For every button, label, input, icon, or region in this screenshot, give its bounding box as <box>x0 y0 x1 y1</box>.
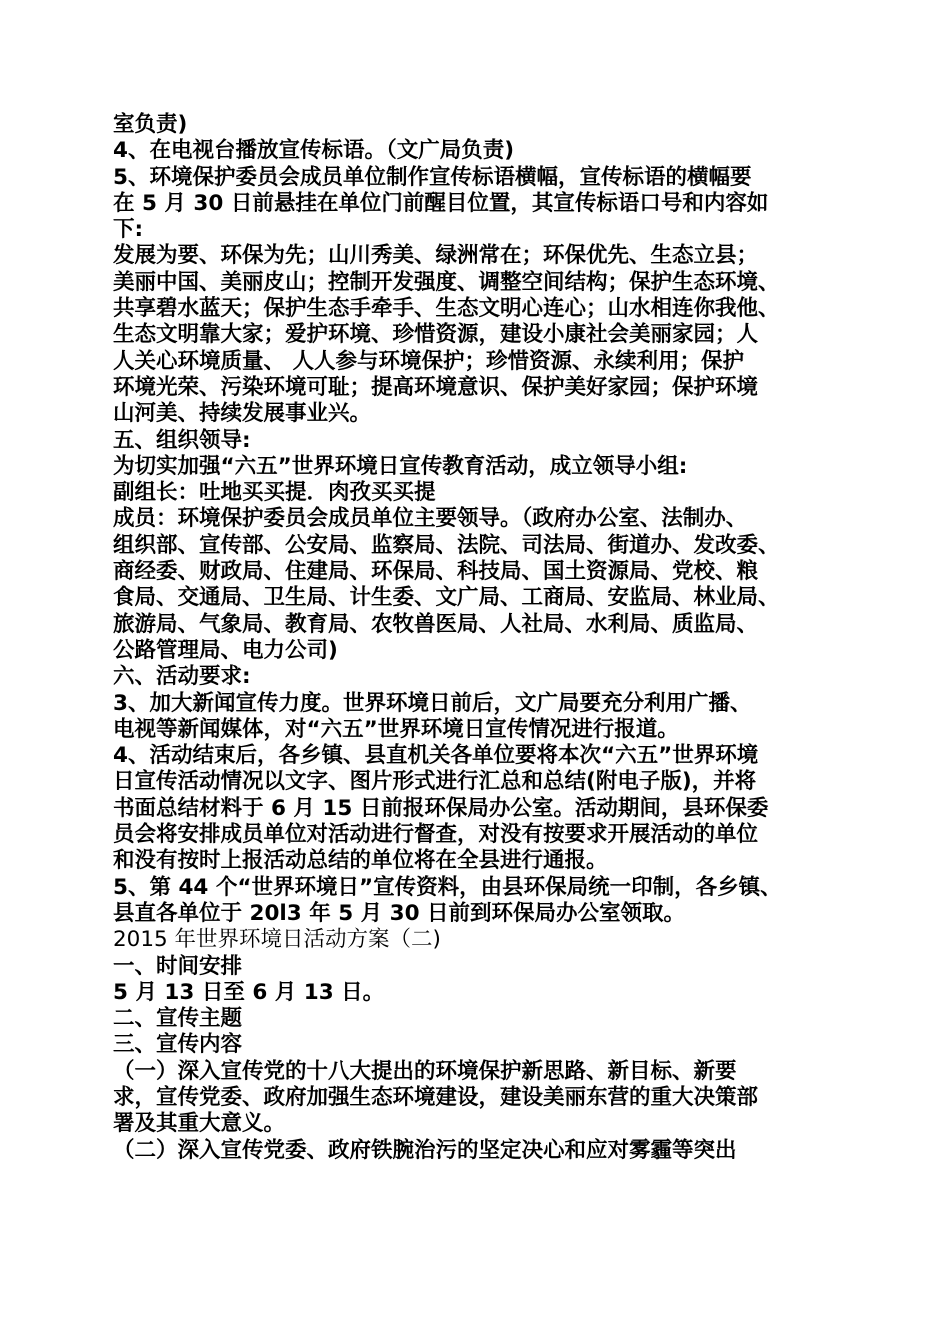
document-line: 4、活动结束后，各乡镇、县直机关各单位要将本次“六五”世界环境 <box>113 743 759 769</box>
document-line: 三、宣传内容 <box>113 1032 243 1058</box>
document-line: 电视等新闻媒体，对“六五”世界环境日宣传情况进行报道。 <box>113 716 679 742</box>
document-line: 5、环境保护委员会成员单位制作宣传标语横幅，宣传标语的横幅要 <box>113 164 752 190</box>
document-line: 一、时间安排 <box>113 953 243 979</box>
document-line: 下: <box>113 217 144 243</box>
document-line: 2015 年世界环境日活动方案（二) <box>113 927 441 953</box>
document-line: 食局、交通局、卫生局、计生委、文广局、工商局、安监局、林业局、 <box>113 585 780 611</box>
document-line: 员会将安排成员单位对活动进行督查，对没有按要求开展活动的单位 <box>113 822 759 848</box>
document-line: 求，宣传党委、政府加强生态环境建设，建设美丽东营的重大决策部 <box>113 1084 759 1110</box>
document-line: 美丽中国、美丽皮山；控制开发强度、调整空间结构；保护生态环境、 <box>113 269 780 295</box>
document-line: 日宣传活动情况以文字、图片形式进行汇总和总结(附电子版)，并将 <box>113 769 757 795</box>
document-line: 成员：环境保护委员会成员单位主要领导。（政府办公室、法制办、 <box>113 506 748 532</box>
document-line: 共享碧水蓝天；保护生态手牵手、生态文明心连心；山水相连你我他、 <box>113 296 780 322</box>
document-line: 室负责) <box>113 112 188 137</box>
document-line: 环境光荣、污染环境可耻；提高环境意识、保护美好家园；保护环境 <box>113 374 759 400</box>
document-line: 组织部、宣传部、公安局、监察局、法院、司法局、街道办、发改委、 <box>113 532 780 558</box>
document-line: 县直各单位于 20l3 年 5 月 30 日前到环保局办公室领取。 <box>113 900 686 926</box>
document-line: 和没有按时上报活动总结的单位将在全县进行通报。 <box>113 848 608 874</box>
document-line: 旅游局、气象局、教育局、农牧兽医局、人社局、水利局、质监局、 <box>113 611 759 637</box>
document-line: （二）深入宣传党委、政府铁腕治污的坚定决心和应对雾霾等突出 <box>113 1137 737 1163</box>
document-line: 5、第 44 个“世界环境日”宣传资料，由县环保局统一印制，各乡镇、 <box>113 874 782 900</box>
document-line: 二、宣传主题 <box>113 1006 243 1032</box>
document-line: 公路管理局、电力公司) <box>113 637 338 663</box>
document-line: 人关心环境质量、 人人参与环境保护；珍惜资源、永续利用；保护 <box>113 348 744 374</box>
document-line: 3、加大新闻宣传力度。世界环境日前后，文广局要充分利用广播、 <box>113 690 752 716</box>
document-line: （一）深入宣传党的十八大提出的环境保护新思路、新目标、新要 <box>113 1058 737 1084</box>
document-line: 书面总结材料于 6 月 15 日前报环保局办公室。活动期间，县环保委 <box>113 795 769 821</box>
document-line: 发展为要、环保为先；山川秀美、绿洲常在；环保优先、生态立县； <box>113 243 759 269</box>
document-line: 商经委、财政局、住建局、环保局、科技局、国土资源局、党校、粮 <box>113 559 759 585</box>
document-line: 4、在电视台播放宣传标语。（文广局负责) <box>113 138 515 164</box>
document-line: 为切实加强“六五”世界环境日宣传教育活动，成立领导小组: <box>113 453 688 479</box>
document-line: 山河美、持续发展事业兴。 <box>113 401 372 427</box>
document-line: 生态文明靠大家；爱护环境、珍惜资源，建设小康社会美丽家园；人 <box>113 322 759 348</box>
document-line: 署及其重大意义。 <box>113 1111 286 1137</box>
document-line: 5 月 13 日至 6 月 13 日。 <box>113 979 385 1005</box>
document-body <box>113 112 851 1164</box>
document-line: 五、组织领导: <box>113 427 251 453</box>
document-line: 在 5 月 30 日前悬挂在单位门前醒目位置，其宣传标语口号和内容如 <box>113 190 769 216</box>
document-line: 六、活动要求: <box>113 664 251 690</box>
document-line: 副组长：吐地买买提．肉孜买买提 <box>113 480 436 506</box>
